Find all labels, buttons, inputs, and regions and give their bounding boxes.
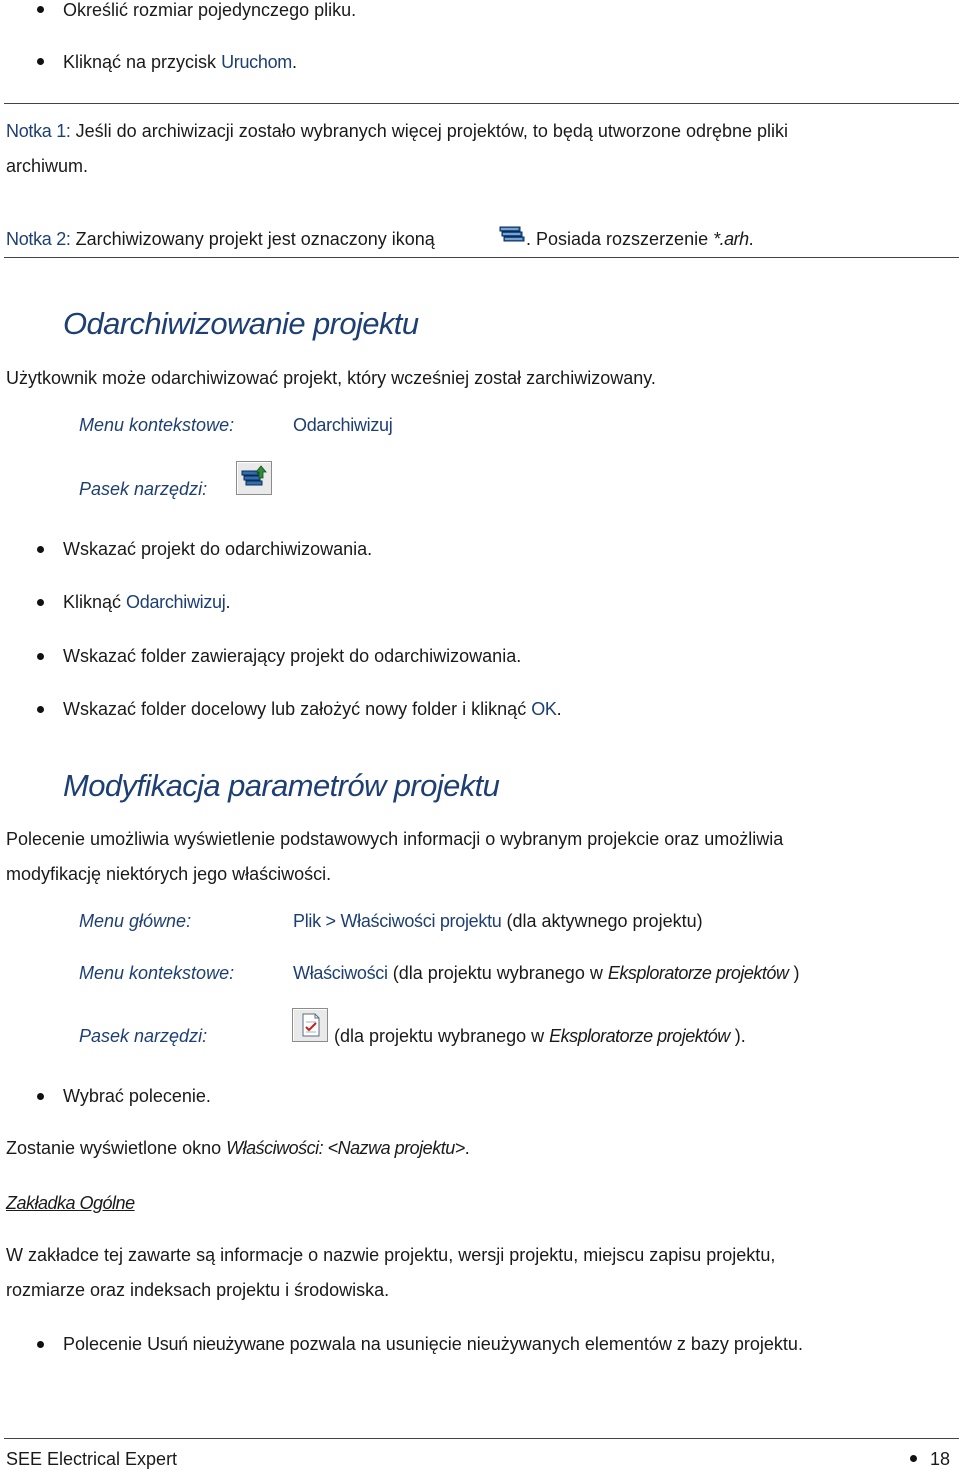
unarchive-tool-button[interactable] [236, 461, 272, 495]
section-intro: Polecenie umożliwia wyświetlenie podstawowych informacji o wybranym projekcie oraz umożliwia [6, 829, 784, 849]
step-text: Wskazać projekt do odarchiwizowania. [63, 539, 373, 559]
properties-tool-icon [295, 1011, 325, 1039]
section-intro: Użytkownik może odarchiwizować projekt, który wcześniej został zarchiwizowany. [6, 368, 656, 388]
note-2-label: Notka 2: [6, 229, 71, 249]
note-1: Notka 1: Jeśli do archiwizacji zostało wybranych więcej projektów, to będą utworzone odrębne pliki [6, 121, 789, 141]
note-2: Notka 2: Zarchiwizowany projekt jest oznaczony ikoną [6, 229, 435, 249]
section-title: Odarchiwizowanie projektu [63, 306, 419, 341]
section-intro-line2: modyfikację niektórych jego właściwości. [6, 864, 332, 884]
bullet-dot [37, 546, 44, 553]
toolbar-label: Pasek narzędzi: [79, 1026, 208, 1046]
step-text: Określić rozmiar pojedynczego pliku. [63, 0, 357, 20]
window-title-ref: Właściwości: <Nazwa projektu> [226, 1138, 465, 1158]
bullet-dot [37, 58, 44, 65]
footer-product: SEE Electrical Expert [6, 1449, 178, 1469]
step-text: Wybrać polecenie. [63, 1086, 211, 1106]
divider [4, 103, 959, 104]
ok-keyword: OK [531, 699, 557, 719]
footer-bullet [910, 1455, 917, 1462]
step-text: Kliknąć na przycisk Uruchom. [63, 52, 297, 72]
section-title: Modyfikacja parametrów projektu [63, 768, 500, 803]
context-menu-odarchiwizuj: Odarchiwizuj [293, 415, 393, 435]
bullet-dot [37, 1093, 44, 1100]
bullet-dot [37, 653, 44, 660]
bullet-dot [37, 6, 44, 13]
step-text: Wskazać folder zawierający projekt do odarchiwizowania. [63, 646, 522, 666]
unarchive-tool-icon [239, 464, 269, 492]
note-2-tail: . Posiada rozszerzenie *.arh. [526, 229, 754, 249]
odarchiwizuj-keyword: Odarchiwizuj [126, 592, 226, 612]
usun-nieuzywane-keyword: Usuń nieużywane [147, 1334, 285, 1354]
menu-plik: Plik [293, 911, 321, 931]
main-menu-path: Plik > Właściwości projektu (dla aktywnego projektu) [293, 911, 703, 931]
archived-project-icon [498, 224, 526, 246]
context-menu-label: Menu kontekstowe: [79, 963, 235, 983]
main-menu-label: Menu główne: [79, 911, 192, 931]
uruchom-keyword: Uruchom [221, 52, 292, 72]
divider [4, 257, 959, 258]
bullet-dot [37, 1341, 44, 1348]
note-1-line2: archiwum. [6, 156, 89, 176]
context-menu-path: Właściwości (dla projektu wybranego w Eksploratorze projektów ) [293, 963, 800, 983]
step-text: Polecenie Usuń nieużywane pozwala na usunięcie nieużywanych elementów z bazy projektu. [63, 1334, 803, 1354]
bullet-dot [37, 706, 44, 713]
result-text: Zostanie wyświetlone okno Właściwości: <Nazwa projektu>. [6, 1138, 470, 1158]
toolbar-label: Pasek narzędzi: [79, 479, 208, 499]
note-1-label: Notka 1: [6, 121, 71, 141]
step-text: Kliknąć Odarchiwizuj. [63, 592, 231, 612]
page-number: 18 [930, 1449, 951, 1469]
properties-tool-button[interactable] [292, 1008, 328, 1042]
bullet-dot [37, 599, 44, 606]
tab-section-text: W zakładce tej zawarte są informacje o nazwie projektu, wersji projektu, miejscu zapisu projektu, [6, 1245, 776, 1265]
menu-wlasciwosci-projektu: Właściwości projektu [340, 911, 502, 931]
step-text: Wskazać folder docelowy lub założyć nowy folder i kliknąć OK. [63, 699, 562, 719]
context-menu-label: Menu kontekstowe: [79, 415, 235, 435]
footer-divider [4, 1438, 959, 1439]
tab-section-text-line2: rozmiarze oraz indeksach projektu i środowiska. [6, 1280, 390, 1300]
toolbar-note: (dla projektu wybranego w Eksploratorze projektów ). [334, 1026, 746, 1046]
extension-text: *.arh [713, 229, 749, 249]
tab-section-title: Zakładka Ogólne [6, 1193, 135, 1213]
context-menu-wlasciwosci: Właściwości [293, 963, 388, 983]
